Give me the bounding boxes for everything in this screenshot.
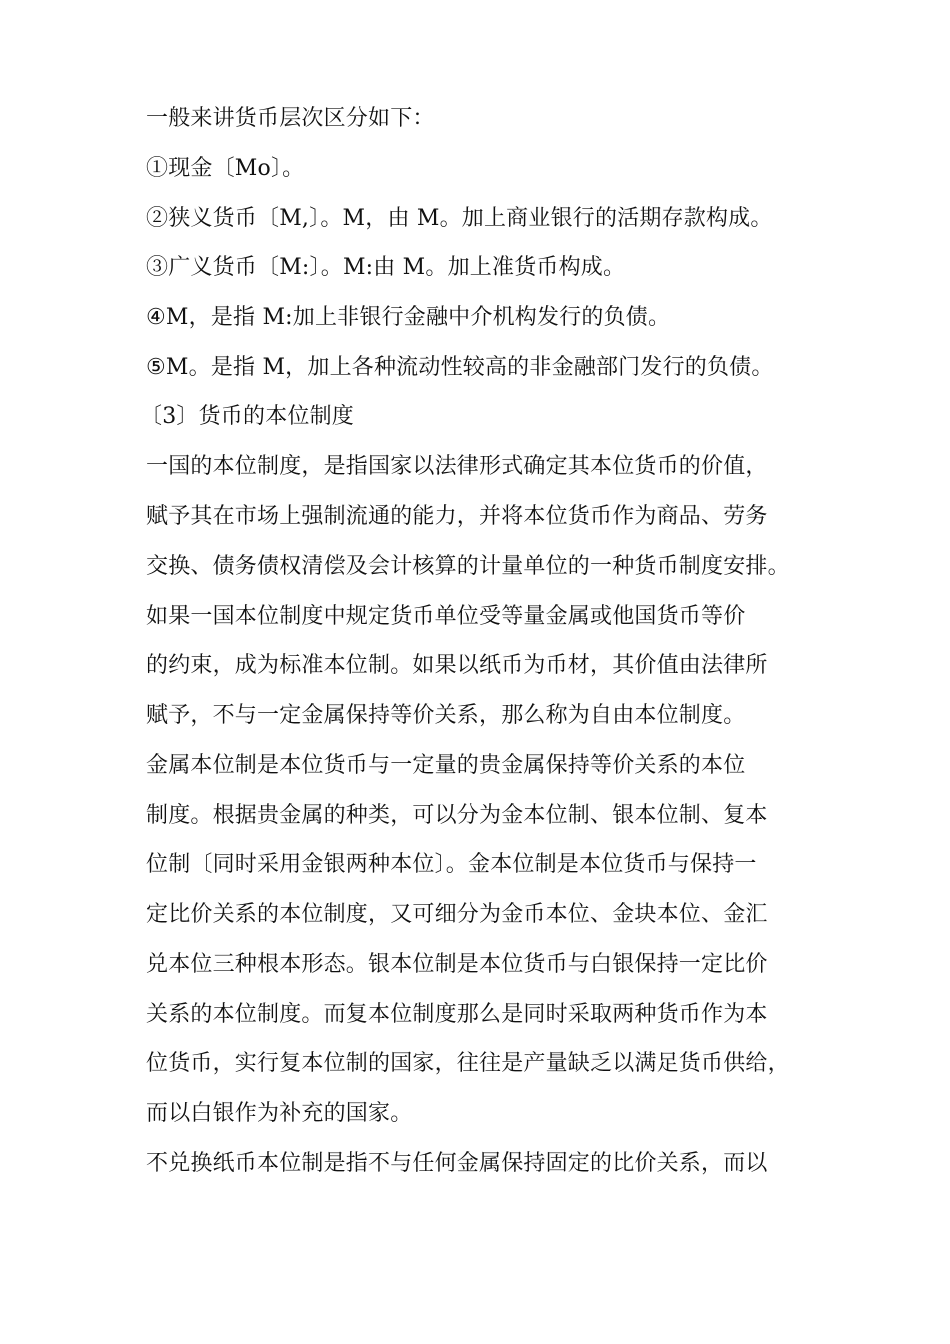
paragraph-line: 赋予其在市场上强制流通的能力，并将本位货币作为商品、劳务 xyxy=(146,504,768,529)
text-line-m0: ①现金〔Mo〕。 xyxy=(146,156,305,181)
paragraph-line: 位货币，实行复本位制的国家，往往是产量缺乏以满足货币供给， xyxy=(146,1051,790,1076)
text-line-money-levels-intro: 一般来讲货币层次区分如下： xyxy=(146,106,435,131)
paragraph-line: 定比价关系的本位制度，又可细分为金币本位、金块本位、金汇 xyxy=(146,902,768,927)
text-line-m2: ③广义货币〔M:〕。M:由 M。加上准货币构成。 xyxy=(146,255,626,280)
paragraph-line: 赋予，不与一定金属保持等价关系，那么称为自由本位制度。 xyxy=(146,703,746,728)
paragraph-line: 关系的本位制度。而复本位制度那么是同时采取两种货币作为本 xyxy=(146,1002,768,1027)
paragraph-line: 的约束，成为标准本位制。如果以纸币为币材，其价值由法律所 xyxy=(146,653,768,678)
paragraph-line: 如果一国本位制度中规定货币单位受等量金属或他国货币等价 xyxy=(146,604,746,629)
paragraph-line: 不兑换纸币本位制是指不与任何金属保持固定的比价关系，而以 xyxy=(146,1151,768,1176)
paragraph-line: 位制〔同时采用金银两种本位〕。金本位制是本位货币与保持一 xyxy=(146,852,757,877)
section-heading-standard-system: 〔3〕货币的本位制度 xyxy=(140,404,354,429)
text-line-m4: ⑤M。是指 M，加上各种流动性较高的非金融部门发行的负债。 xyxy=(146,355,774,380)
text-line-m3: ④M，是指 M:加上非银行金融中介机构发行的负债。 xyxy=(146,305,671,330)
paragraph-line: 交换、债务债权清偿及会计核算的计量单位的一种货币制度安排。 xyxy=(146,554,790,579)
paragraph-line: 而以白银作为补充的国家。 xyxy=(146,1101,413,1126)
paragraph-line: 兑本位三种根本形态。银本位制是本位货币与白银保持一定比价 xyxy=(146,952,768,977)
paragraph-line: 金属本位制是本位货币与一定量的贵金属保持等价关系的本位 xyxy=(146,753,746,778)
text-line-m1: ②狭义货币〔M,〕。M，由 M。加上商业银行的活期存款构成。 xyxy=(146,206,773,231)
paragraph-line: 一国的本位制度，是指国家以法律形式确定其本位货币的价值， xyxy=(146,454,768,479)
paragraph-line: 制度。根据贵金属的种类，可以分为金本位制、银本位制、复本 xyxy=(146,803,768,828)
